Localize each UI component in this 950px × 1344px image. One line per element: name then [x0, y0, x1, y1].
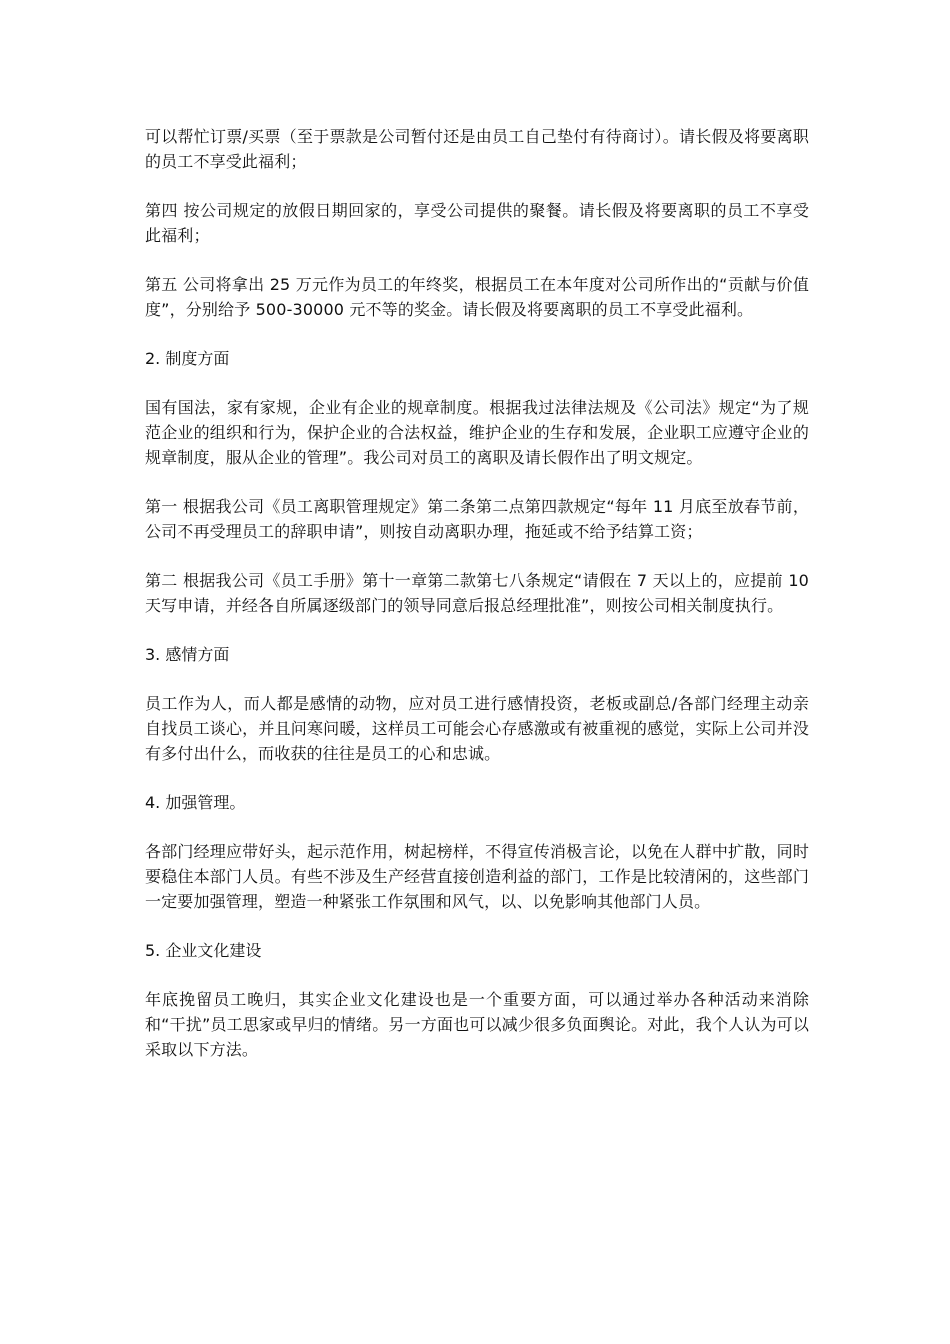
paragraph-culture: 年底挽留员工晚归，其实企业文化建设也是一个重要方面，可以通过举办各种活动来消除和“干扰”员工思家或早归的情绪。另一方面也可以减少很多负面舆论。对此，我个人认为可以采取以下方法。 [145, 990, 809, 1059]
section-heading-emotion: 3. 感情方面 [145, 645, 230, 664]
section-heading-culture: 5. 企业文化建设 [145, 941, 262, 960]
paragraph-management: 各部门经理应带好头，起示范作用，树起榜样，不得宣传消极言论，以免在人群中扩散，同时要稳住本部门人员。有些不涉及生产经营直接创造利益的部门，工作是比较清闲的，这些部门一定要加强管理，塑造一种紧张工作氛围和风气，以、以免影响其他部门人员。 [145, 842, 809, 911]
paragraph-item-two-leave: 第二 根据我公司《员工手册》第十一章第二款第七八条规定“请假在 7 天以上的，应提前 10 天写申请，并经各自所属逐级部门的领导同意后报总经理批准”，则按公司相关制度执行。 [145, 571, 809, 615]
paragraph-system-intro: 国有国法，家有家规，企业有企业的规章制度。根据我过法律法规及《公司法》规定“为了规范企业的组织和行为，保护企业的合法权益，维护企业的生存和发展，企业职工应遵守企业的规章制度，服从企业的管理”。我公司对员工的离职及请长假作出了明文规定。 [145, 398, 809, 467]
paragraph-item-one-resignation: 第一 根据我公司《员工离职管理规定》第二条第二点第四款规定“每年 11 月底至放春节前，公司不再受理员工的辞职申请”，则按自动离职办理，拖延或不给予结算工资； [145, 497, 809, 541]
paragraph-item-four-dinner: 第四 按公司规定的放假日期回家的，享受公司提供的聚餐。请长假及将要离职的员工不享受此福利； [145, 201, 809, 245]
paragraph-ticket-booking: 可以帮忙订票/买票（至于票款是公司暂付还是由员工自己垫付有待商讨）。请长假及将要离职的员工不享受此福利； [145, 127, 809, 171]
paragraph-item-five-bonus: 第五 公司将拿出 25 万元作为员工的年终奖，根据员工在本年度对公司所作出的“贡献与价值度”，分别给予 500-30000 元不等的奖金。请长假及将要离职的员工不享受此福利。 [145, 275, 809, 319]
section-heading-management: 4. 加强管理。 [145, 793, 246, 812]
document-page [145, 124, 809, 1086]
paragraph-emotion: 员工作为人，而人都是感情的动物，应对员工进行感情投资，老板或副总/各部门经理主动亲自找员工谈心，并且问寒问暖，这样员工可能会心存感激或有被重视的感觉，实际上公司并没有多付出什么，而收获的往往是员工的心和忠诚。 [145, 694, 809, 763]
section-heading-system: 2. 制度方面 [145, 349, 230, 368]
